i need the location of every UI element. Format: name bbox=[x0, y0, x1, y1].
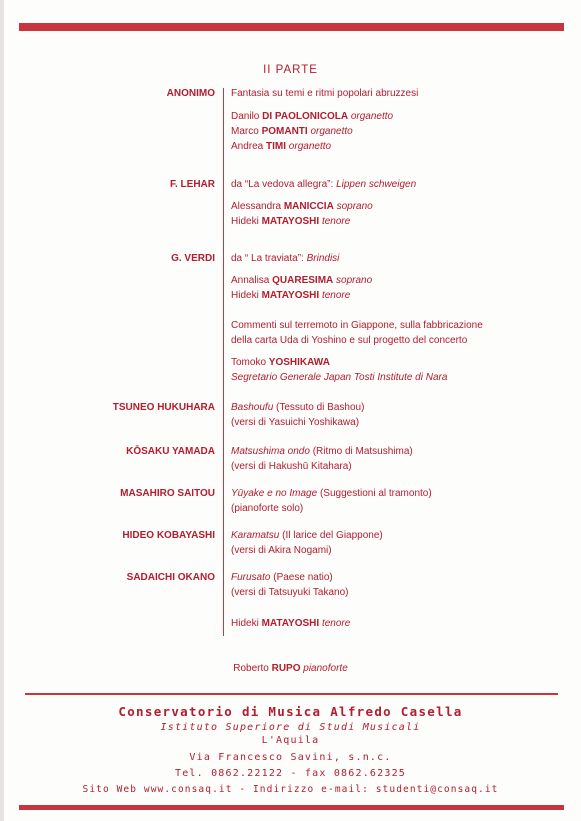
entry-line bbox=[231, 251, 339, 266]
bottom-red-bar bbox=[19, 805, 564, 810]
entry-line bbox=[231, 486, 432, 501]
entry-text: tenore bbox=[319, 216, 351, 227]
entry-text: YOSHIKAWA bbox=[268, 357, 330, 368]
entry-line bbox=[231, 318, 483, 333]
section-title: II PARTE bbox=[263, 64, 318, 76]
entry-text: Commenti sul terremoto in Giappone, sulla fabbricazione bbox=[231, 320, 483, 331]
entry-text: Furusato bbox=[231, 572, 271, 583]
entry-text: Lippen schweigen bbox=[336, 179, 417, 190]
column-divider bbox=[223, 88, 224, 636]
entry-text: (versi di Hakushū Kitahara) bbox=[231, 461, 352, 472]
entry-text: (versi di Akira Nogami) bbox=[231, 545, 332, 556]
entry-text: (Il larice del Giappone) bbox=[279, 530, 383, 541]
entry-text: MATAYOSHI bbox=[261, 216, 320, 227]
entry-text: Segretario Generale Japan Tosti Institute di Nara bbox=[231, 372, 448, 383]
entry-line bbox=[231, 543, 332, 558]
entry-text: Danilo bbox=[231, 111, 263, 122]
institution-name: Conservatorio di Musica Alfredo Casella bbox=[118, 704, 463, 719]
entry-line bbox=[231, 459, 352, 474]
institution-subtitle: Istituto Superiore di Studi Musicali bbox=[160, 722, 421, 733]
entry-text: Hideki bbox=[231, 290, 262, 301]
entry-line bbox=[231, 177, 416, 192]
entry-text: (pianoforte solo) bbox=[231, 503, 304, 514]
footer-divider bbox=[25, 693, 558, 695]
entry-text: Andrea bbox=[231, 141, 267, 152]
entry-text: da “La vedova allegra”: bbox=[231, 179, 337, 190]
entry-text: (Suggestioni al tramonto) bbox=[317, 488, 432, 499]
entry-text: Yūyake e no Image bbox=[231, 488, 318, 499]
entry-line bbox=[231, 124, 353, 139]
entry-line bbox=[231, 585, 348, 600]
entry-text: TIMI bbox=[266, 141, 287, 152]
composer-name: ANONIMO bbox=[166, 88, 215, 99]
entry-text: POMANTI bbox=[261, 126, 308, 137]
entry-text: soprano bbox=[333, 275, 373, 286]
entry-text: organetto bbox=[348, 111, 394, 122]
entry-line bbox=[231, 273, 372, 288]
composer-name: F. LEHAR bbox=[170, 179, 215, 190]
entry-line bbox=[231, 570, 333, 585]
entry-text: MATAYOSHI bbox=[261, 290, 320, 301]
entry-text: Annalisa bbox=[231, 275, 273, 286]
entry-text: DI PAOLONICOLA bbox=[262, 111, 349, 122]
entry-text: organetto bbox=[307, 126, 353, 137]
pianist-role: pianoforte bbox=[300, 663, 348, 674]
entry-line bbox=[231, 139, 331, 154]
entry-line bbox=[231, 333, 467, 348]
entry-text: (Paese natio) bbox=[270, 572, 333, 583]
composer-name: MASAHIRO SAITOU bbox=[120, 488, 215, 499]
entry-text: Alessandra bbox=[231, 201, 284, 212]
institution-web: Sito Web www.consaq.it - Indirizzo e-mail: studenti@consaq.it bbox=[82, 784, 499, 795]
composer-name: G. VERDI bbox=[171, 253, 215, 264]
entry-text: da “ La traviata”: bbox=[231, 253, 307, 264]
entry-line bbox=[231, 199, 373, 214]
entry-text: Fantasia su temi e ritmi popolari abruzzesi bbox=[231, 88, 419, 99]
entry-text: (Ritmo di Matsushima) bbox=[309, 446, 413, 457]
composer-name: KŌSAKU YAMADA bbox=[126, 446, 215, 457]
entry-line bbox=[231, 415, 359, 430]
entry-text: della carta Uda di Yoshino e sul progetto del concerto bbox=[231, 335, 468, 346]
entry-text: (versi di Tatsuyuki Takano) bbox=[231, 587, 349, 598]
composer-name: TSUNEO HUKUHARA bbox=[112, 402, 215, 413]
pianist-credit bbox=[0, 663, 581, 674]
pianist-first-name: Roberto bbox=[233, 663, 272, 674]
entry-text: Brindisi bbox=[306, 253, 340, 264]
composer-name: SADAICHI OKANO bbox=[126, 572, 215, 583]
entry-text: Hideki bbox=[231, 216, 262, 227]
entry-line bbox=[231, 370, 447, 385]
entry-line bbox=[231, 616, 350, 631]
entry-line bbox=[231, 288, 350, 303]
entry-line bbox=[231, 214, 350, 229]
entry-text: MANICCIA bbox=[283, 201, 334, 212]
entry-line bbox=[231, 400, 364, 415]
institution-phone: Tel. 0862.22122 - fax 0862.62325 bbox=[174, 768, 407, 779]
entry-line bbox=[231, 355, 330, 370]
entry-text: Marco bbox=[231, 126, 262, 137]
entry-text: Bashoufu bbox=[231, 402, 274, 413]
entry-line bbox=[231, 86, 418, 101]
entry-text: tenore bbox=[319, 618, 351, 629]
entry-line bbox=[231, 528, 383, 543]
entry-text: Karamatsu bbox=[231, 530, 280, 541]
entry-text: Tomoko bbox=[231, 357, 269, 368]
entry-text: Hideki bbox=[231, 618, 262, 629]
entry-text: Matsushima ondo bbox=[231, 446, 310, 457]
institution-city: L'Aquila bbox=[261, 735, 320, 746]
entry-text: (Tessuto di Bashou) bbox=[273, 402, 365, 413]
pianist-last-name: RUPO bbox=[271, 663, 301, 674]
entry-line bbox=[231, 109, 393, 124]
top-red-bar bbox=[19, 23, 564, 31]
institution-address: Via Francesco Savini, s.n.c. bbox=[189, 752, 392, 763]
composer-name: HIDEO KOBAYASHI bbox=[122, 530, 215, 541]
entry-text: soprano bbox=[333, 201, 373, 212]
entry-line bbox=[231, 501, 303, 516]
entry-text: tenore bbox=[319, 290, 351, 301]
entry-text: QUARESIMA bbox=[272, 275, 334, 286]
entry-text: MATAYOSHI bbox=[261, 618, 320, 629]
entry-text: organetto bbox=[286, 141, 332, 152]
entry-text: (versi di Yasuichi Yoshikawa) bbox=[231, 417, 360, 428]
entry-line bbox=[231, 444, 413, 459]
